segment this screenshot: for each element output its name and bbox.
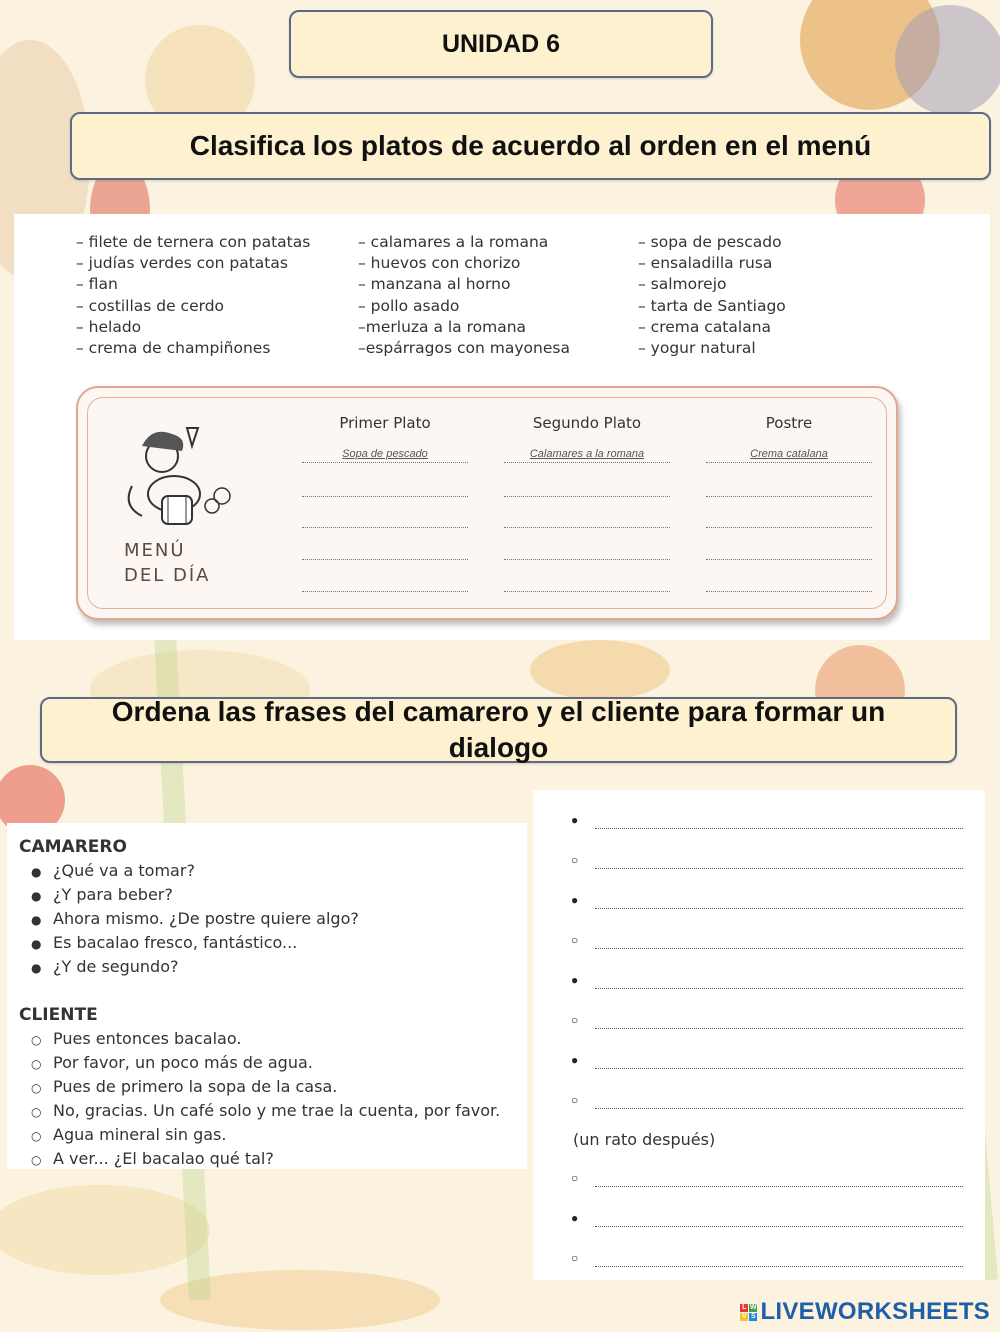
- dialog-answer-panel: [533, 790, 985, 1280]
- bullet-hollow-icon: ○: [571, 853, 579, 867]
- answer-line[interactable]: [706, 559, 872, 560]
- answer-line[interactable]: [504, 559, 670, 560]
- col-head-primer: Primer Plato: [339, 414, 431, 432]
- col-head-segundo: Segundo Plato: [532, 414, 642, 432]
- camarero-line: ● Ahora mismo. ¿De postre quiere algo?: [31, 909, 359, 928]
- bullet-hollow-icon: ○: [571, 1251, 579, 1265]
- answer-row-cliente[interactable]: [571, 933, 963, 950]
- dish-item: – manzana al horno: [358, 275, 511, 294]
- answer-row-cliente[interactable]: [571, 1171, 963, 1188]
- dish-item: – flan: [76, 275, 118, 294]
- bullet-hollow-icon: ○: [571, 1171, 579, 1185]
- cliente-line: ○ Pues de primero la sopa de la casa.: [31, 1077, 338, 1096]
- col-head-postre: Postre: [765, 414, 813, 432]
- dish-item: – costillas de cerdo: [76, 296, 225, 315]
- answer-line: [504, 462, 670, 463]
- dish-item: – salmorejo: [638, 275, 727, 294]
- dish-list-col3: [638, 232, 786, 359]
- example-answer-segundo: Calamares a la romana: [529, 448, 645, 460]
- cliente-line: ○ Por favor, un poco más de agua.: [31, 1053, 313, 1072]
- dish-list-col2: [358, 232, 570, 359]
- bullet-filled-icon: ●: [571, 1053, 579, 1067]
- camarero-title: CAMARERO: [19, 837, 127, 857]
- answer-line: [302, 462, 468, 463]
- liveworksheets-logo-icon: L W V S: [741, 1303, 757, 1320]
- cliente-line: ○ A ver... ¿El bacalao qué tal?: [31, 1149, 274, 1168]
- cliente-line: ○ No, gracias. Un café solo y me trae la cuenta, por favor.: [31, 1101, 501, 1120]
- answer-row-camarero[interactable]: [571, 1053, 963, 1070]
- camarero-line: ● ¿Qué va a tomar?: [31, 861, 195, 880]
- answer-row-camarero[interactable]: [571, 973, 963, 990]
- bullet-hollow-icon: ○: [571, 1093, 579, 1107]
- dish-item: – helado: [76, 317, 142, 336]
- answer-row-cliente[interactable]: [571, 1093, 963, 1110]
- answer-line[interactable]: [706, 496, 872, 497]
- dish-item: – judías verdes con patatas: [76, 254, 288, 273]
- answer-row-camarero[interactable]: [571, 1211, 963, 1228]
- cliente-line: ○ Pues entonces bacalao.: [31, 1029, 242, 1048]
- bullet-hollow-icon: ○: [571, 1013, 579, 1027]
- dish-item: – tarta de Santiago: [638, 296, 786, 315]
- camarero-line: ● Es bacalao fresco, fantástico...: [31, 933, 298, 952]
- answer-line[interactable]: [504, 591, 670, 592]
- dish-item: – huevos con chorizo: [358, 254, 521, 273]
- bullet-filled-icon: ●: [571, 1211, 579, 1225]
- dish-item: – filete de ternera con patatas: [76, 233, 311, 251]
- dish-item: – calamares a la romana: [358, 233, 549, 251]
- dish-item: – ensaladilla rusa: [638, 254, 773, 273]
- camarero-line: ● ¿Y para beber?: [31, 885, 173, 904]
- dish-item: – crema de champiñones: [76, 339, 271, 358]
- example-answer-primer: Sopa de pescado: [342, 448, 428, 460]
- unit-title: UNIDAD 6: [289, 10, 713, 78]
- bacchus-illustration: [112, 416, 242, 528]
- camarero-line: ● ¿Y de segundo?: [31, 957, 179, 976]
- example-answer-postre: Crema catalana: [750, 448, 828, 460]
- cliente-title: CLIENTE: [19, 1005, 98, 1025]
- menu-title: MENÚ DEL DÍA: [124, 540, 211, 586]
- answer-row-camarero[interactable]: [571, 813, 963, 830]
- dish-item: –espárragos con mayonesa: [358, 339, 570, 358]
- answer-line[interactable]: [706, 527, 872, 528]
- dish-item: – yogur natural: [638, 339, 756, 358]
- answer-line[interactable]: [302, 496, 468, 497]
- answer-line[interactable]: [706, 591, 872, 592]
- answer-row-cliente[interactable]: [571, 1251, 963, 1268]
- menu-del-dia-card: [76, 386, 898, 620]
- task1-instruction: Clasifica los platos de acuerdo al orden en el menú: [70, 112, 991, 180]
- task2-instruction: Ordena las frases del camarero y el cliente para formar un dialogo: [40, 697, 957, 763]
- answer-line[interactable]: [302, 527, 468, 528]
- dish-item: – sopa de pescado: [638, 233, 782, 251]
- answer-line[interactable]: [302, 591, 468, 592]
- answer-line[interactable]: [504, 496, 670, 497]
- answer-line[interactable]: [302, 559, 468, 560]
- dish-item: –merluza a la romana: [358, 317, 527, 336]
- brand-name: LIVEWORKSHEETS: [760, 1298, 990, 1325]
- dish-item: – pollo asado: [358, 296, 460, 315]
- bullet-filled-icon: ●: [571, 973, 579, 987]
- interlude-label: (un rato después): [573, 1130, 716, 1149]
- answer-row-camarero[interactable]: [571, 893, 963, 910]
- answer-row-cliente[interactable]: [571, 1013, 963, 1030]
- bullet-hollow-icon: ○: [571, 933, 579, 947]
- cliente-line: ○ Agua mineral sin gas.: [31, 1125, 227, 1144]
- dish-item: – crema catalana: [638, 317, 772, 336]
- bullet-filled-icon: ●: [571, 813, 579, 827]
- answer-line[interactable]: [504, 527, 670, 528]
- menu-exercise-panel: [14, 214, 990, 640]
- answer-line: [706, 462, 872, 463]
- bullet-filled-icon: ●: [571, 893, 579, 907]
- dialog-phrases-panel: [7, 823, 527, 1169]
- dish-list-col1: [76, 232, 310, 359]
- liveworksheets-logo[interactable]: [740, 1298, 990, 1326]
- answer-row-cliente[interactable]: [571, 853, 963, 870]
